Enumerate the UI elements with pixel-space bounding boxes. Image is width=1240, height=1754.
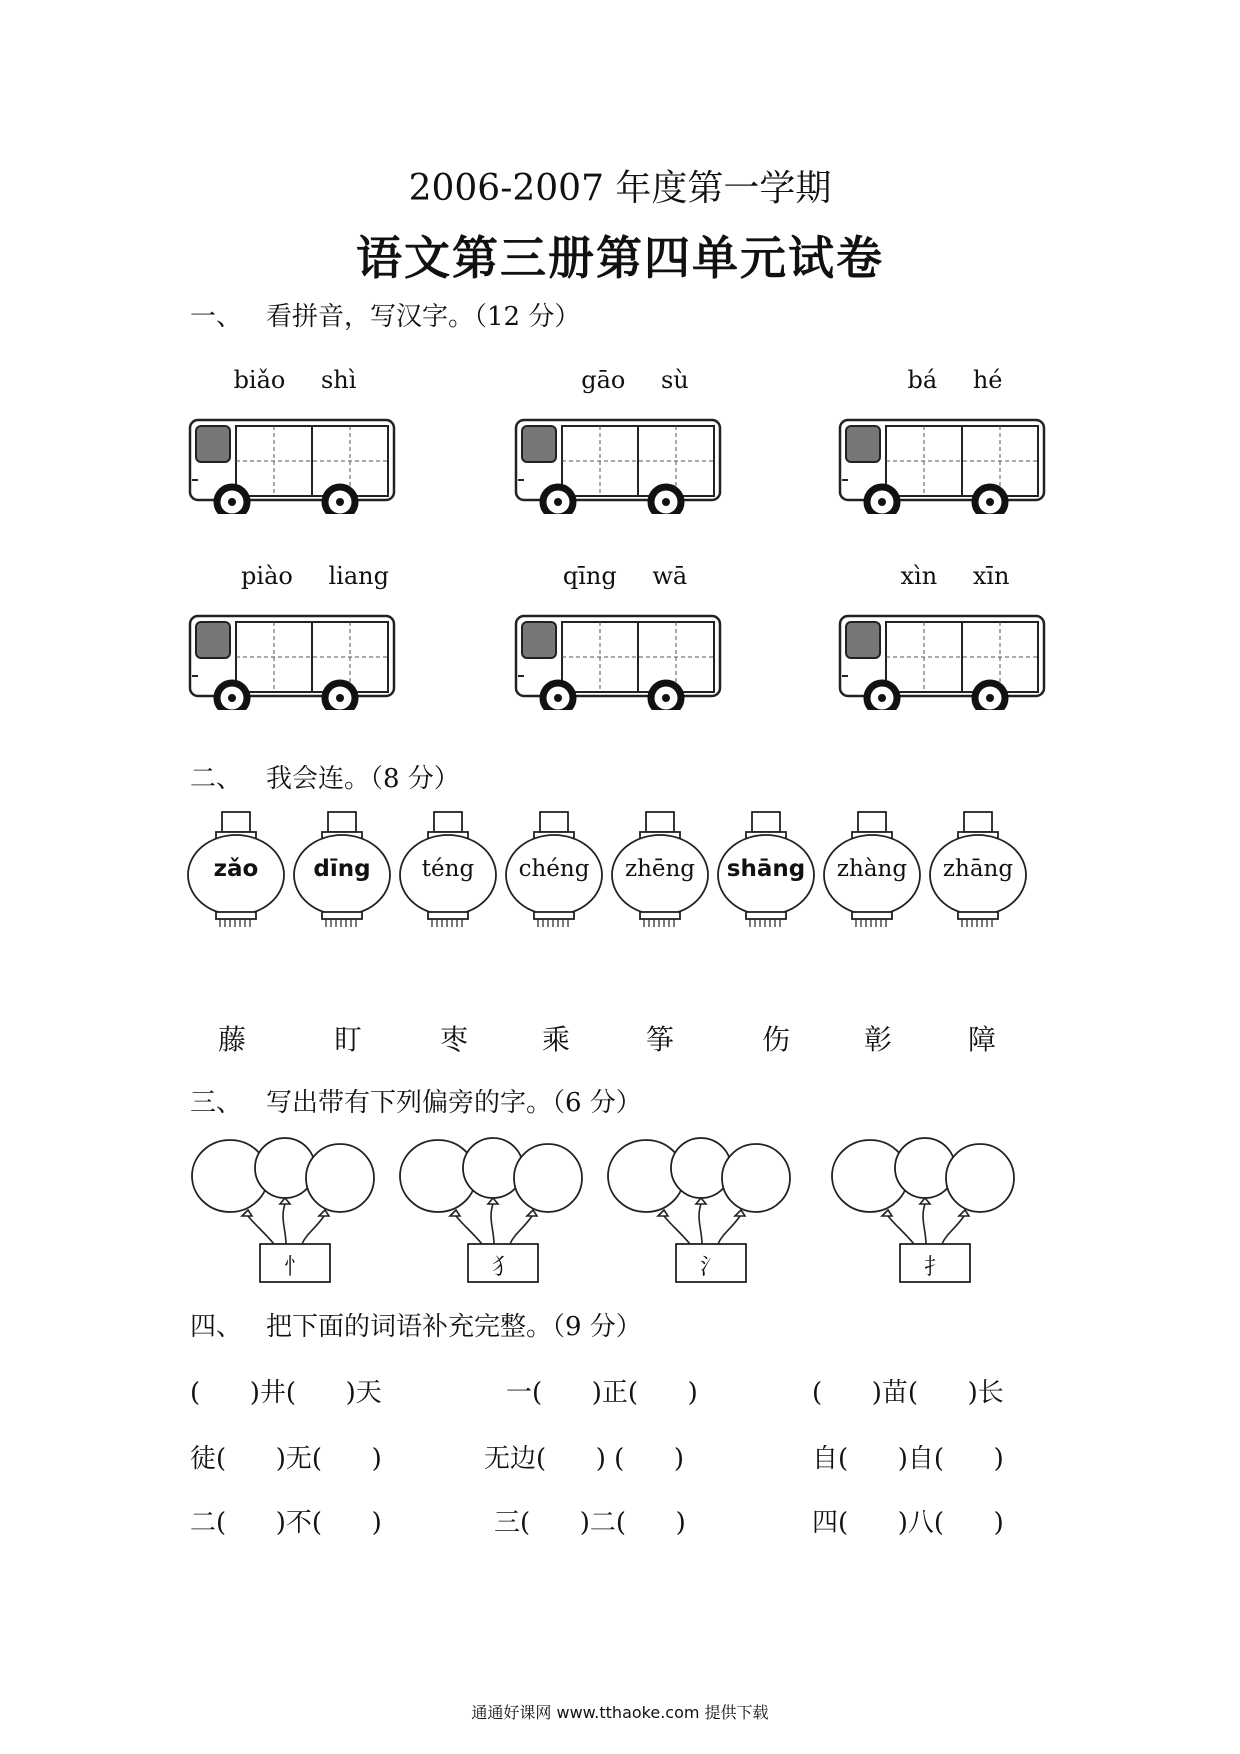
pinyin-4: piào liang [241,562,389,590]
lantern-3[interactable] [398,810,498,934]
writing-bus-1[interactable] [188,418,398,514]
idiom-3-1[interactable]: 二( )不( ) [190,1508,382,1538]
writing-bus-2[interactable] [514,418,724,514]
lantern-pinyin: shāng [726,856,806,882]
idiom-2-1[interactable]: 徒( )无( ) [190,1444,382,1474]
matching-characters [0,1018,1240,1058]
lantern-pinyin: dīng [313,856,371,882]
pinyin-1: biǎo shì [233,366,357,394]
match-char-6[interactable]: 伤 [762,1023,791,1056]
match-char-4[interactable]: 乘 [542,1023,571,1056]
match-char-3[interactable]: 枣 [440,1023,469,1056]
lantern-5[interactable] [610,810,710,934]
idiom-2-2[interactable]: 无边( ) ( ) [484,1444,685,1474]
lantern-pinyin: zhāng [942,856,1014,882]
writing-bus-5[interactable] [514,614,724,710]
radical-label: 犭 [491,1255,514,1280]
footer-source: 通通好课网 www.tthaoke.com 提供下载 [471,1703,769,1722]
section-2-title: 我会连。（8 分） [266,764,460,794]
section-1-title: 看拼音，写汉字。（12 分） [266,302,581,332]
idiom-2-3[interactable]: 自( )自( ) [812,1444,1004,1474]
match-char-5[interactable]: 筝 [646,1023,675,1056]
lantern-pinyin: téng [421,856,475,882]
lantern-pinyin: zǎo [213,856,259,882]
match-char-8[interactable]: 障 [968,1023,997,1056]
section-3-title: 写出带有下列偏旁的字。（6 分） [266,1088,642,1118]
pinyin-3: bá hé [907,366,1003,394]
section-1-number: 一、 [190,302,243,332]
pinyin-5: qīng wā [562,562,688,590]
lantern-1[interactable] [186,810,286,934]
lantern-pinyin: zhàng [836,856,908,882]
idiom-1-1[interactable]: ( )井( )天 [190,1378,382,1408]
balloon-group-4[interactable] [830,1136,1030,1286]
lantern-8[interactable] [928,810,1028,934]
section-2-heading [190,758,460,795]
pinyin-6: xìn xīn [900,562,1010,590]
match-char-1[interactable]: 藤 [218,1023,247,1056]
writing-bus-4[interactable] [188,614,398,710]
writing-bus-6[interactable] [838,614,1048,710]
balloon-group-3[interactable] [606,1136,806,1286]
idiom-3-3[interactable]: 四( )八( ) [812,1508,1004,1538]
radical-label: 扌 [923,1255,946,1280]
lantern-row [186,810,1036,930]
balloon-group-1[interactable] [190,1136,390,1286]
exam-title: 语文第三册第四单元试卷 [356,231,884,285]
lantern-4[interactable] [504,810,604,934]
radical-label: 氵 [699,1255,722,1280]
section-4-title: 把下面的词语补充完整。（9 分） [266,1312,642,1342]
lantern-pinyin: chéng [518,856,590,882]
section-1-heading [190,296,580,333]
section-2-number: 二、 [190,764,243,794]
section-3-number: 三、 [190,1088,243,1118]
balloon-group-2[interactable] [398,1136,598,1286]
section-4-number: 四、 [190,1312,243,1342]
section-4-heading [190,1306,642,1343]
idiom-1-3[interactable]: ( )苗( )长 [812,1378,1004,1408]
idiom-3-2[interactable]: 三( )二( ) [494,1508,686,1538]
radical-label: 忄 [283,1255,306,1280]
lantern-6[interactable] [716,810,816,934]
writing-bus-3[interactable] [838,418,1048,514]
lantern-2[interactable] [292,810,392,934]
match-char-2[interactable]: 盯 [334,1023,363,1056]
match-char-7[interactable]: 彰 [864,1023,893,1056]
exam-subtitle: 2006-2007 年度第一学期 [408,168,832,209]
lantern-7[interactable] [822,810,922,934]
section-3-heading [190,1082,642,1119]
pinyin-2: gāo sù [581,366,689,394]
lantern-pinyin: zhēng [624,856,696,882]
idiom-1-2[interactable]: 一( )正( ) [506,1378,698,1408]
